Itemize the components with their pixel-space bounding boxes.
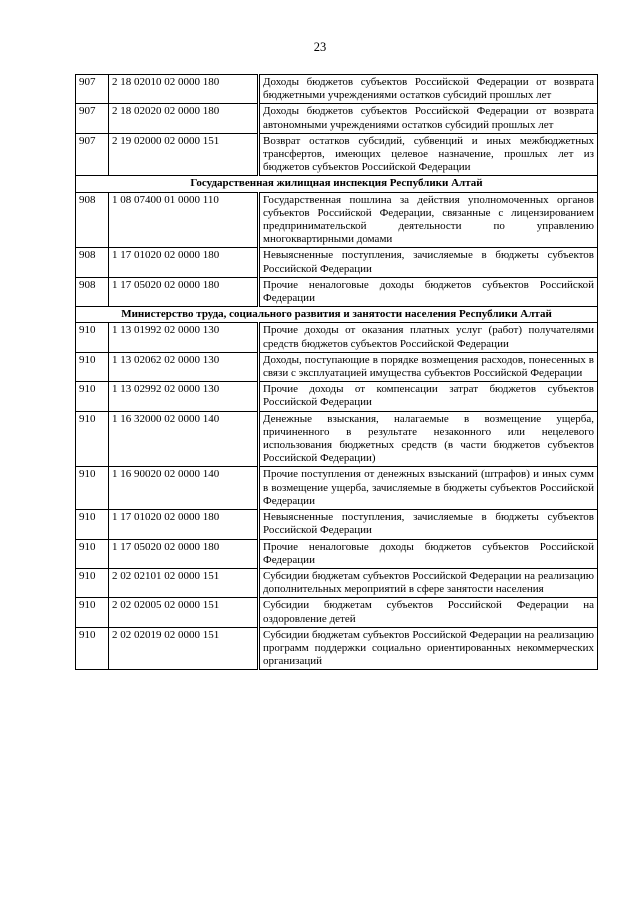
revenue-code-cell: 2 18 02020 02 0000 180 — [109, 104, 259, 133]
section-header-row — [76, 176, 598, 192]
table-row — [76, 598, 598, 627]
revenue-code-cell: 1 13 01992 02 0000 130 — [109, 323, 259, 352]
table-row — [76, 467, 598, 510]
revenue-code-cell: 2 02 02101 02 0000 151 — [109, 568, 259, 597]
revenue-code-cell: 2 19 02000 02 0000 151 — [109, 133, 259, 176]
administrator-code-cell: 910 — [76, 539, 109, 568]
table-row — [76, 510, 598, 539]
administrator-code-cell: 910 — [76, 382, 109, 411]
table-row — [76, 75, 598, 104]
administrator-code-cell: 910 — [76, 467, 109, 510]
revenue-name-cell: Субсидии бюджетам субъектов Российской Федерации на оздоровление детей — [259, 598, 598, 627]
section-header-row — [76, 307, 598, 323]
table-row — [76, 411, 598, 467]
administrator-code-cell: 908 — [76, 277, 109, 306]
revenue-code-cell: 1 16 90020 02 0000 140 — [109, 467, 259, 510]
revenue-code-cell: 1 13 02062 02 0000 130 — [109, 352, 259, 381]
revenue-name-cell: Доходы бюджетов субъектов Российской Федерации от возврата бюджетными учреждениями остатков субсидий прошлых лет — [259, 75, 598, 104]
revenue-name-cell: Прочие неналоговые доходы бюджетов субъектов Российской Федерации — [259, 277, 598, 306]
table-row — [76, 352, 598, 381]
revenue-name-cell: Доходы бюджетов субъектов Российской Федерации от возврата автономными учреждениями остатков субсидий прошлых лет — [259, 104, 598, 133]
revenue-name-cell: Прочие доходы от компенсации затрат бюджетов субъектов Российской Федерации — [259, 382, 598, 411]
revenue-code-cell: 1 08 07400 01 0000 110 — [109, 192, 259, 248]
revenue-name-cell: Государственная пошлина за действия уполномоченных органов субъектов Российской Федерации, связанные с лицензированием предпринимательской деятельности по управлению многоквартирными домами — [259, 192, 598, 248]
administrator-code-cell: 908 — [76, 192, 109, 248]
administrator-code-cell: 908 — [76, 248, 109, 277]
table-body — [76, 75, 598, 670]
table-row — [76, 248, 598, 277]
administrator-code-cell: 910 — [76, 352, 109, 381]
revenue-name-cell: Невыясненные поступления, зачисляемые в бюджеты субъектов Российской Федерации — [259, 248, 598, 277]
table-row — [76, 627, 598, 670]
revenue-code-cell: 1 16 32000 02 0000 140 — [109, 411, 259, 467]
table-row — [76, 192, 598, 248]
revenue-name-cell: Возврат остатков субсидий, субвенций и иных межбюджетных трансфертов, имеющих целевое назначение, прошлых лет из бюджетов субъектов Российской Федерации — [259, 133, 598, 176]
administrator-code-cell: 910 — [76, 510, 109, 539]
revenue-codes-table — [75, 74, 598, 670]
table-row — [76, 277, 598, 306]
revenue-name-cell: Прочие неналоговые доходы бюджетов субъектов Российской Федерации — [259, 539, 598, 568]
revenue-name-cell: Субсидии бюджетам субъектов Российской Федерации на реализацию дополнительных мероприятий в сфере занятости населения — [259, 568, 598, 597]
revenue-code-cell: 1 17 01020 02 0000 180 — [109, 510, 259, 539]
administrator-code-cell: 910 — [76, 411, 109, 467]
table-row — [76, 104, 598, 133]
page-number: 23 — [313, 40, 327, 54]
revenue-code-cell: 1 17 01020 02 0000 180 — [109, 248, 259, 277]
table-row — [76, 133, 598, 176]
revenue-code-cell: 1 13 02992 02 0000 130 — [109, 382, 259, 411]
administrator-code-cell: 910 — [76, 598, 109, 627]
administrator-code-cell: 907 — [76, 75, 109, 104]
table-row — [76, 382, 598, 411]
administrator-code-cell: 910 — [76, 627, 109, 670]
revenue-name-cell: Прочие доходы от оказания платных услуг (работ) получателями средств бюджетов субъектов Российской Федерации — [259, 323, 598, 352]
revenue-name-cell: Субсидии бюджетам субъектов Российской Федерации на реализацию программ поддержки социально ориентированных некоммерческих организаций — [259, 627, 598, 670]
revenue-name-cell: Денежные взыскания, налагаемые в возмещение ущерба, причиненного в результате незаконного или нецелевого использования бюджетных средств (в части бюджетов субъектов Российской Федерации) — [259, 411, 598, 467]
section-title: Министерство труда, социального развития и занятости населения Республики Алтай — [76, 307, 598, 323]
administrator-code-cell: 907 — [76, 104, 109, 133]
administrator-code-cell: 907 — [76, 133, 109, 176]
revenue-code-cell: 2 18 02010 02 0000 180 — [109, 75, 259, 104]
administrator-code-cell: 910 — [76, 323, 109, 352]
revenue-name-cell: Невыясненные поступления, зачисляемые в бюджеты субъектов Российской Федерации — [259, 510, 598, 539]
table-row — [76, 539, 598, 568]
revenue-code-cell: 1 17 05020 02 0000 180 — [109, 277, 259, 306]
table-row — [76, 323, 598, 352]
section-title: Государственная жилищная инспекция Республики Алтай — [76, 176, 598, 192]
administrator-code-cell: 910 — [76, 568, 109, 597]
revenue-code-cell: 1 17 05020 02 0000 180 — [109, 539, 259, 568]
revenue-code-cell: 2 02 02019 02 0000 151 — [109, 627, 259, 670]
revenue-name-cell: Прочие поступления от денежных взысканий (штрафов) и иных сумм в возмещение ущерба, зачисляемые в бюджеты субъектов Российской Федерации — [259, 467, 598, 510]
revenue-name-cell: Доходы, поступающие в порядке возмещения расходов, понесенных в связи с эксплуатацией имущества субъектов Российской Федерации — [259, 352, 598, 381]
revenue-code-cell: 2 02 02005 02 0000 151 — [109, 598, 259, 627]
table-row — [76, 568, 598, 597]
